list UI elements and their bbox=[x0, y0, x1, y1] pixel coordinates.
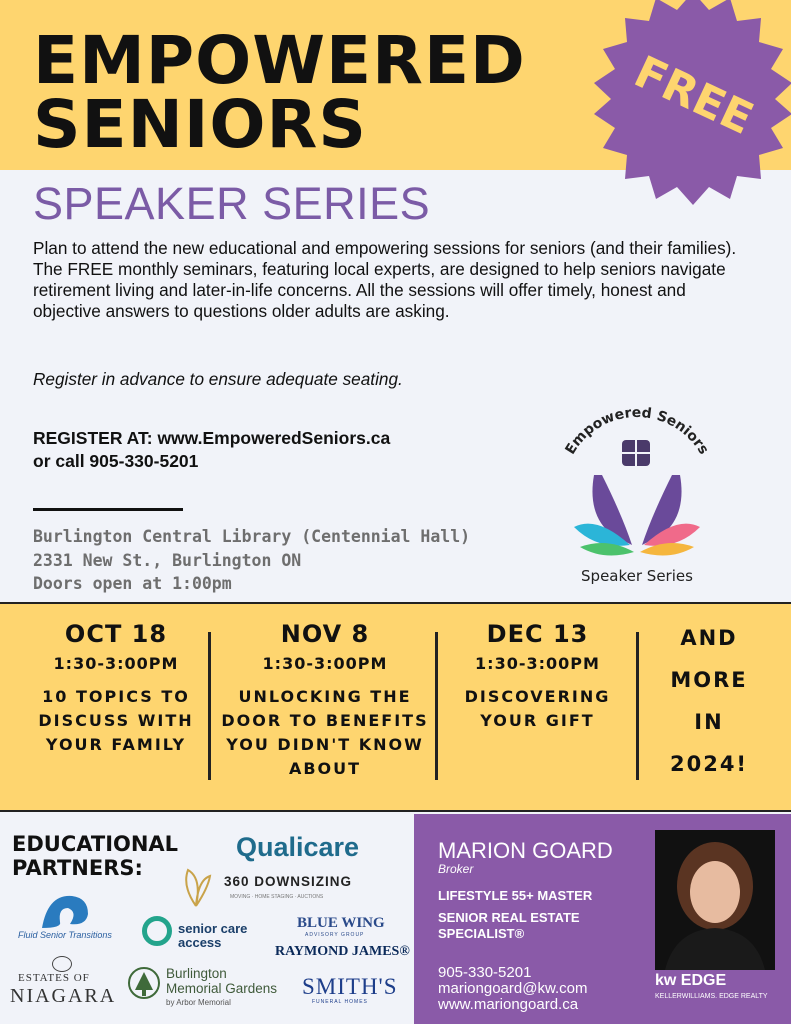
register-url[interactable]: REGISTER AT: www.EmpoweredSeniors.ca bbox=[33, 428, 391, 448]
title-line-1: EMPOWERED bbox=[33, 22, 526, 99]
logo-caption: Speaker Series bbox=[581, 567, 693, 585]
downsizing-logo: 360 DOWNSIZING bbox=[224, 874, 353, 889]
free-badge-text: FREE bbox=[626, 46, 761, 145]
partners-heading-2: PARTNERS: bbox=[12, 856, 143, 880]
title-line-2: SENIORS bbox=[33, 86, 367, 163]
venue-address: 2331 New St., Burlington ON bbox=[33, 551, 302, 570]
agent-title-2: SENIOR REAL ESTATE bbox=[438, 910, 580, 925]
fluid-logo: Fluid Senior Transitions bbox=[18, 930, 112, 940]
column-divider bbox=[208, 632, 211, 780]
more-in-2024 bbox=[644, 617, 774, 785]
intro-paragraph: Plan to attend the new educational and empowering sessions for seniors (and their families). The FREE monthly seminars, featuring local experts, are designed to help seniors navigate retirement living and later-in-life concerns. All the sessions will offer timely, honest and objective answers to questions older adults are asking. bbox=[33, 238, 737, 321]
estates-logo-1: ESTATES OF bbox=[18, 972, 90, 984]
session-time: 1:30-3:00PM bbox=[475, 654, 600, 673]
divider bbox=[33, 508, 183, 511]
subtitle: SPEAKER SERIES bbox=[33, 178, 431, 229]
session-date: OCT 18 bbox=[64, 620, 168, 648]
agent-title-1: LIFESTYLE 55+ MASTER bbox=[438, 888, 593, 903]
brokerage-logo: kw EDGE bbox=[655, 972, 727, 989]
register-phone: or call 905-330-5201 bbox=[33, 451, 199, 471]
butterfly-icon bbox=[178, 866, 214, 910]
estates-logo-2: NIAGARA bbox=[10, 985, 117, 1007]
bmg-logo: Burlington Memorial Gardens bbox=[166, 966, 278, 996]
session-card bbox=[445, 620, 630, 733]
senior-care-logo: senior care access bbox=[178, 921, 248, 950]
more-line: IN bbox=[694, 710, 724, 734]
bmg-tagline: by Arbor Memorial bbox=[166, 998, 231, 1007]
bluewing-logo: BLUE WING bbox=[297, 915, 385, 931]
more-line: MORE bbox=[670, 668, 748, 692]
agent-title-3: SPECIALIST® bbox=[438, 926, 525, 941]
speaker-series-logo bbox=[542, 405, 732, 590]
downsizing-tagline: MOVING · HOME STAGING · AUCTIONS bbox=[230, 894, 324, 900]
smiths-tagline: FUNERAL HOMES bbox=[312, 999, 368, 1005]
more-line: AND bbox=[680, 626, 738, 650]
smiths-logo: SMITH'S bbox=[302, 974, 398, 999]
agent-phone: 905-330-5201 bbox=[438, 964, 532, 981]
raymond-james-logo: RAYMOND JAMES® bbox=[275, 944, 410, 959]
more-line: 2024! bbox=[669, 752, 749, 776]
agent-photo bbox=[655, 830, 775, 970]
session-topic: DISCOVERING YOUR GIFT bbox=[464, 687, 611, 730]
logo-arc-text: Empowered Seniors bbox=[562, 405, 712, 458]
session-topic: 10 TOPICS TO DISCUSS WITH YOUR FAMILY bbox=[38, 687, 194, 754]
free-badge bbox=[586, 0, 791, 205]
column-divider bbox=[636, 632, 639, 780]
register-note: Register in advance to ensure adequate seating. bbox=[33, 369, 403, 389]
session-card bbox=[220, 620, 430, 781]
session-date: NOV 8 bbox=[280, 620, 370, 648]
partners-heading-1: EDUCATIONAL bbox=[12, 832, 179, 856]
agent-email[interactable]: mariongoard@kw.com bbox=[438, 980, 588, 997]
qualicare-logo: Qualicare bbox=[236, 832, 360, 862]
wave-icon bbox=[38, 888, 96, 932]
session-topic: UNLOCKING THE DOOR TO BENEFITS YOU DIDN'T KNOW ABOUT bbox=[221, 687, 429, 778]
column-divider bbox=[435, 632, 438, 780]
session-time: 1:30-3:00PM bbox=[53, 654, 179, 673]
venue-name: Burlington Central Library (Centennial Hall) bbox=[33, 527, 471, 546]
session-card bbox=[26, 620, 206, 757]
crest-icon bbox=[52, 956, 72, 972]
bluewing-tagline: ADVISORY GROUP bbox=[305, 932, 365, 938]
session-date: DEC 13 bbox=[486, 620, 589, 648]
session-time: 1:30-3:00PM bbox=[262, 654, 388, 673]
brokerage-subtitle: KELLERWILLIAMS. EDGE REALTY bbox=[655, 993, 768, 1000]
venue-doors: Doors open at 1:00pm bbox=[33, 574, 232, 593]
agent-role: Broker bbox=[438, 862, 474, 876]
tree-icon bbox=[127, 966, 161, 1004]
agent-name: MARION GOARD bbox=[438, 838, 613, 863]
senior-care-icon bbox=[142, 916, 172, 946]
agent-website[interactable]: www.mariongoard.ca bbox=[438, 996, 579, 1013]
